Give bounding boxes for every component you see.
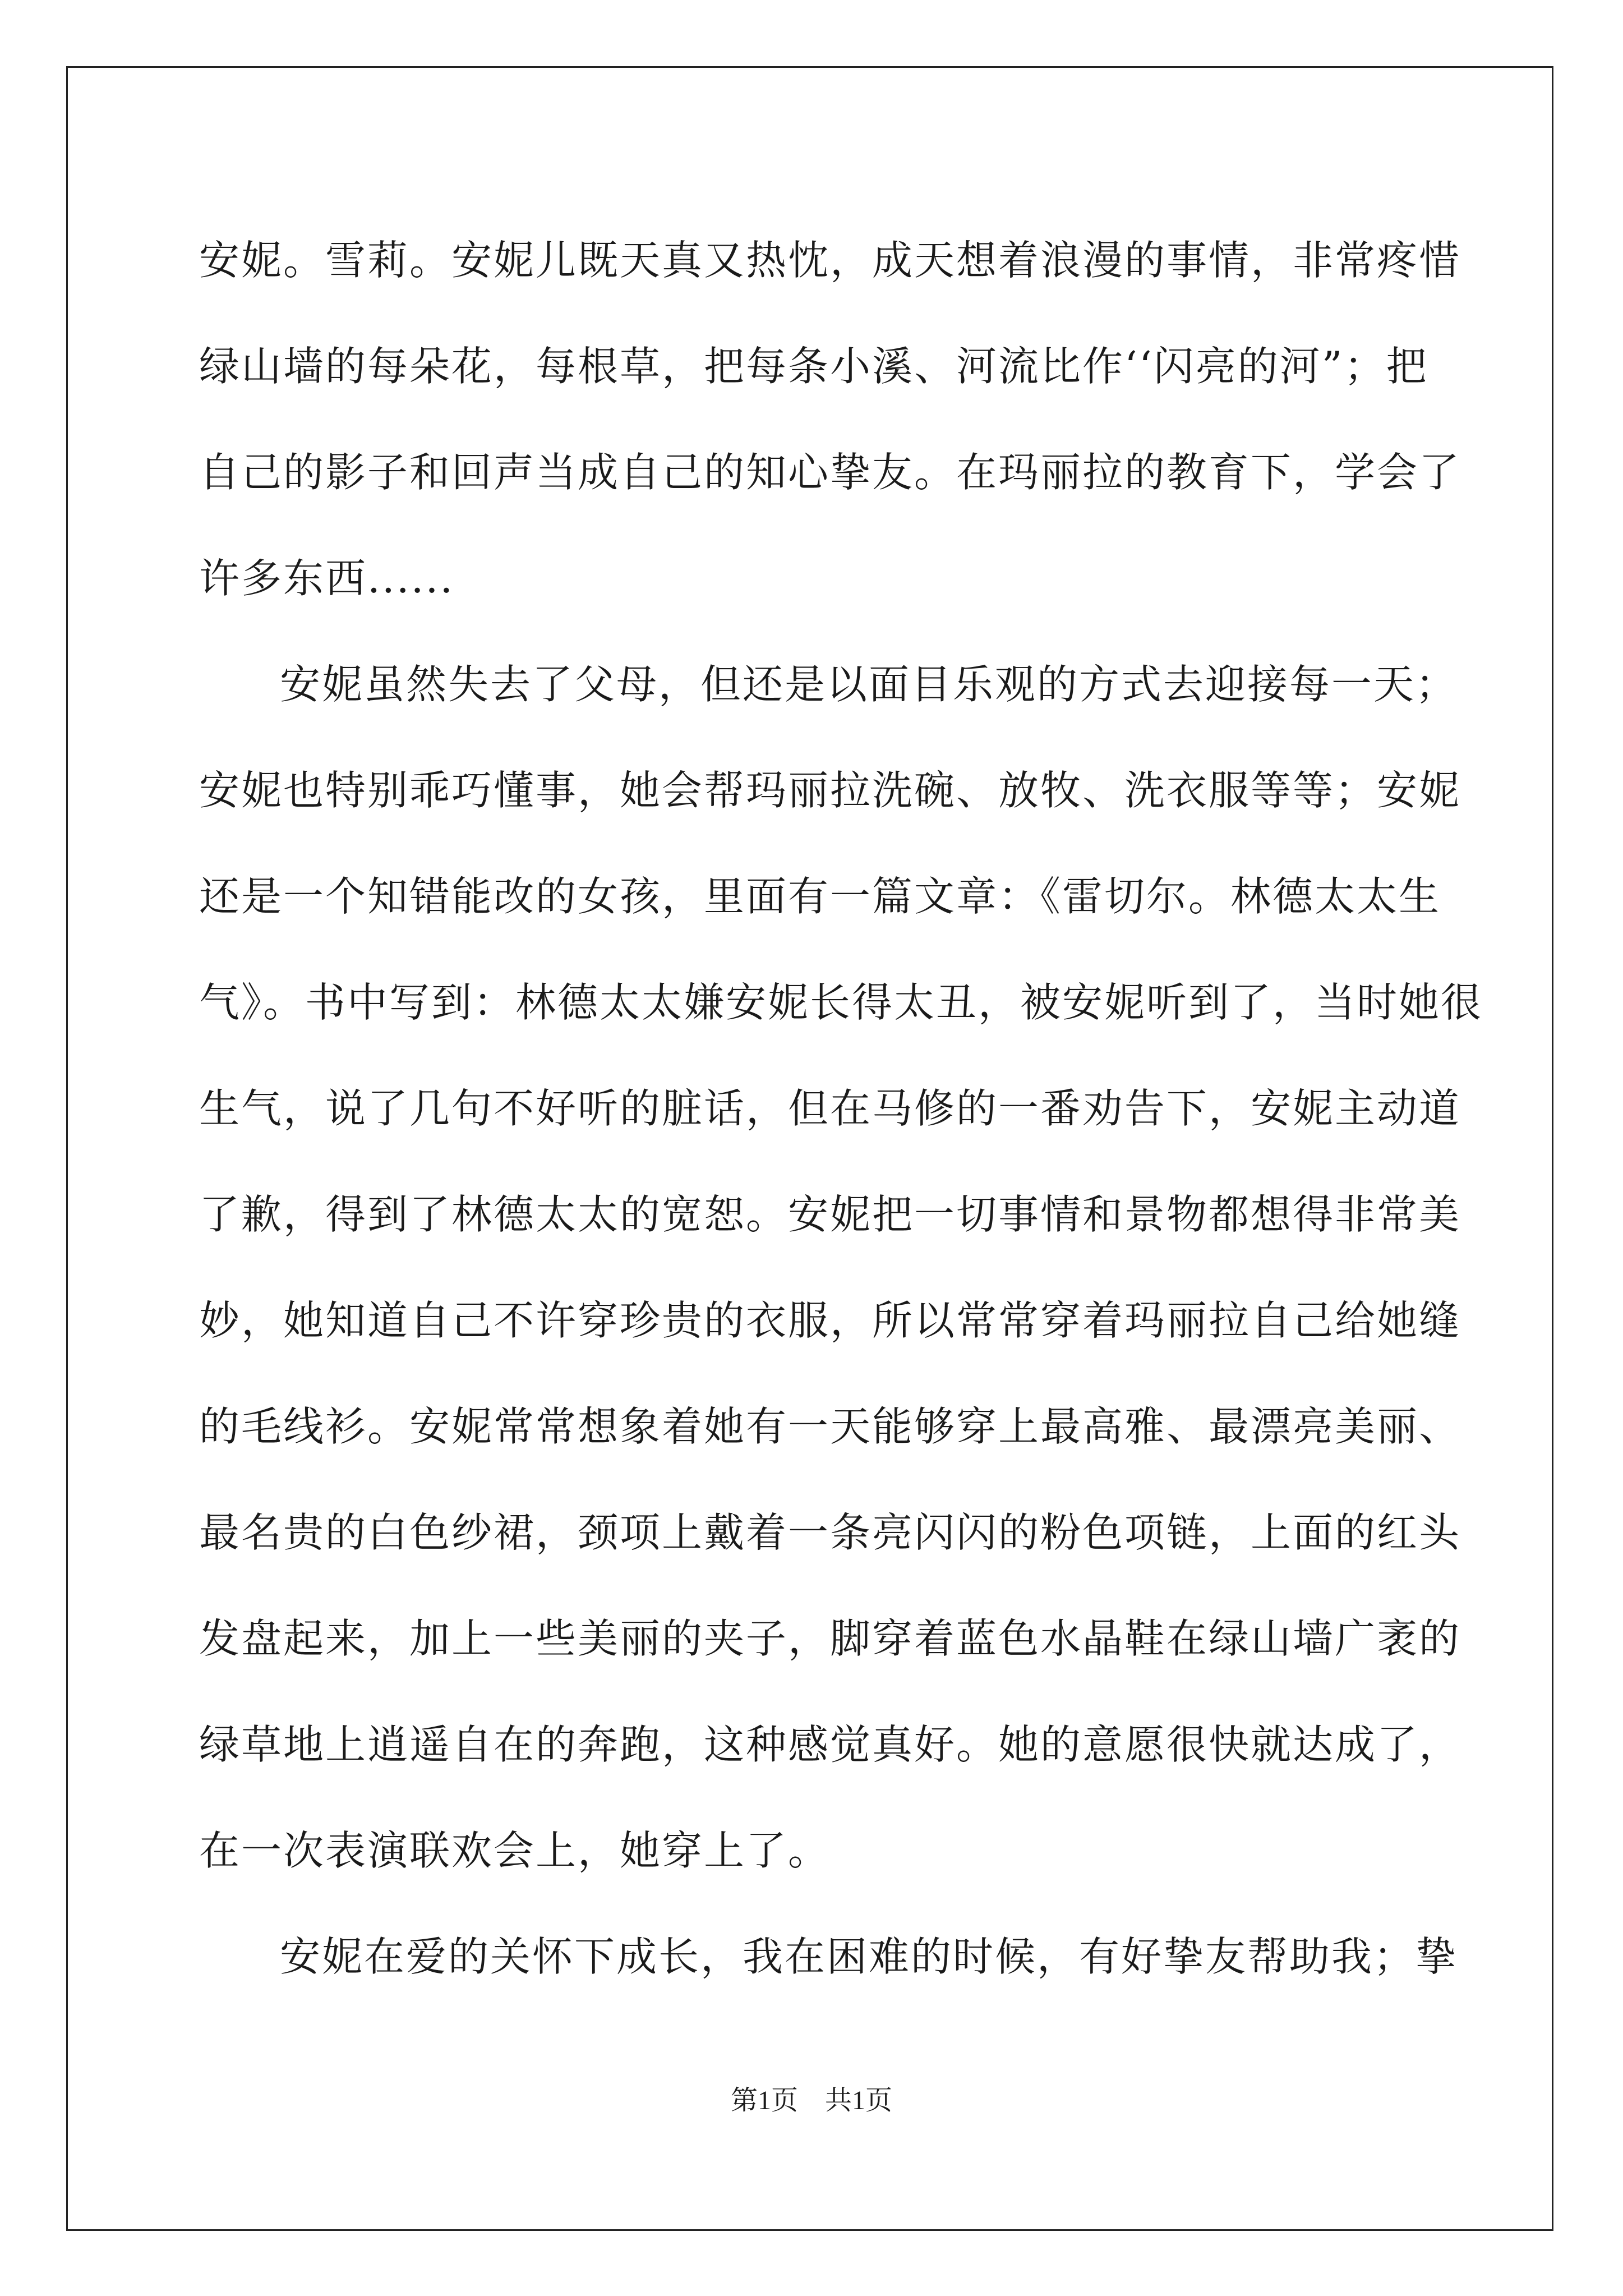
text-line: 妙，她知道自己不许穿珍贵的衣服，所以常常穿着玛丽拉自己给她缝 xyxy=(199,1297,1461,1344)
text-line: 在一次表演联欢会上，她穿上了。 xyxy=(199,1827,831,1874)
text-line: 自己的影子和回声当成自己的知心挚友。在玛丽拉的教育下，学会了 xyxy=(199,449,1461,496)
text-line: 发盘起来，加上一些美丽的夹子，脚穿着蓝色水晶鞋在绿山墙广袤的 xyxy=(199,1615,1461,1662)
text-line: 安妮也特别乖巧懂事，她会帮玛丽拉洗碗、放牧、洗衣服等等；安妮 xyxy=(199,767,1461,814)
text-line: 许多东西...... xyxy=(199,555,455,602)
text-line: 绿草地上逍遥自在的奔跑，这种感觉真好。她的意愿很快就达成了， xyxy=(199,1721,1461,1768)
text-line: 安妮。雪莉。安妮儿既天真又热忱，成天想着浪漫的事情，非常疼惜 xyxy=(199,237,1461,284)
page-number: 第1页 共1页 xyxy=(730,2086,892,2115)
text-line: 的毛线衫。安妮常常想象着她有一天能够穿上最高雅、最漂亮美丽、 xyxy=(199,1403,1461,1450)
text-line: 气》。书中写到：林德太太嫌安妮长得太丑，被安妮听到了，当时她很 xyxy=(199,979,1483,1026)
text-line: 最名贵的白色纱裙，颈项上戴着一条亮闪闪的粉色项链，上面的红头 xyxy=(199,1509,1461,1556)
document-body xyxy=(199,208,1483,2010)
page-footer xyxy=(0,2084,1623,2118)
text-line: 生气，说了几句不好听的脏话，但在马修的一番劝告下，安妮主动道 xyxy=(199,1085,1461,1132)
text-line: 绿山墙的每朵花，每根草，把每条小溪、河流比作‘‘闪亮的河”；把 xyxy=(199,343,1428,390)
text-line: 安妮在爱的关怀下成长，我在困难的时候，有好挚友帮助我；挚 xyxy=(280,1933,1458,1980)
text-line: 还是一个知错能改的女孩，里面有一篇文章：《雷切尔。林德太太生 xyxy=(199,873,1441,920)
text-line: 了歉，得到了林德太太的宽恕。安妮把一切事情和景物都想得非常美 xyxy=(199,1191,1461,1238)
text-line: 安妮虽然失去了父母，但还是以面目乐观的方式去迎接每一天； xyxy=(280,661,1458,708)
